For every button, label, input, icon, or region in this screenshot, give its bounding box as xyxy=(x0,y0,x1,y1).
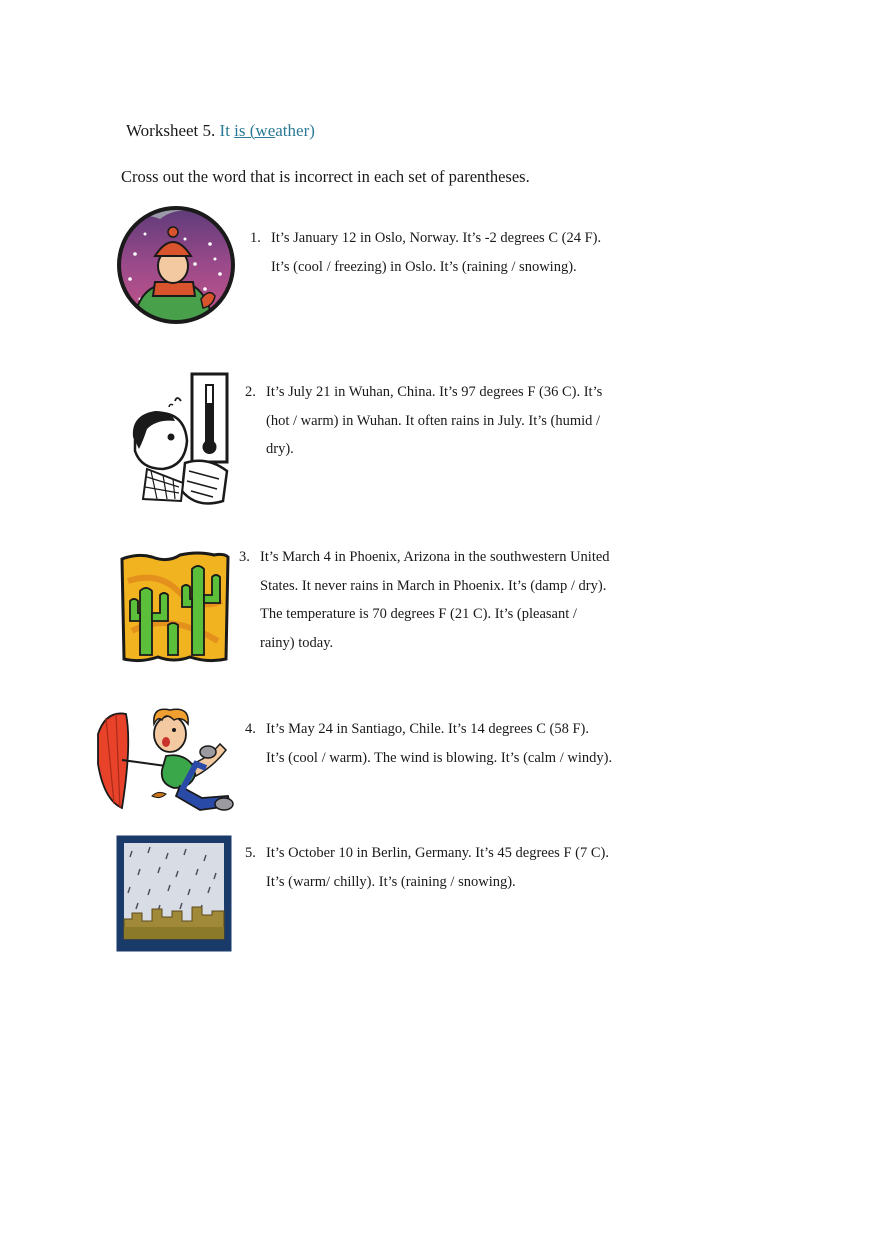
title-topic: It is (weather) xyxy=(219,121,315,140)
exercise-item-2 xyxy=(245,378,602,464)
desert-cactus-icon xyxy=(118,551,230,665)
item-number: 5. xyxy=(245,845,256,861)
instruction-text: Cross out the word that is incorrect in each set of parentheses. xyxy=(121,167,530,186)
item-text-line: dry). xyxy=(266,441,294,457)
item-number: 3. xyxy=(239,549,250,565)
item-text-line: It’s (warm/ chilly). It’s (raining / snowing). xyxy=(266,873,516,890)
item-text-line: It’s March 4 in Phoenix, Arizona in the southwestern United xyxy=(260,549,610,565)
item-text-line: It’s January 12 in Oslo, Norway. It’s -2 degrees C (24 F). xyxy=(271,230,602,246)
worksheet-title xyxy=(126,121,315,141)
windy-umbrella-boy-icon xyxy=(96,704,236,816)
item-text-line: States. It never rains in March in Phoenix. It’s (damp / dry). xyxy=(260,577,607,594)
item-number: 4. xyxy=(245,721,256,737)
hot-thermometer-person-icon xyxy=(127,371,233,508)
rainy-window-city-icon xyxy=(116,835,232,952)
snowy-night-person-icon xyxy=(115,204,239,326)
item-text-line: It’s (cool / freezing) in Oslo. It’s (raining / snowing). xyxy=(271,258,577,275)
item-number: 1. xyxy=(250,230,261,246)
exercise-item-3 xyxy=(239,543,610,657)
item-text-line: rainy) today. xyxy=(260,634,334,651)
title-prefix: Worksheet 5. xyxy=(126,121,220,140)
item-text-line: The temperature is 70 degrees F (21 C). It’s (pleasant / xyxy=(260,606,577,622)
item-text-line: It’s October 10 in Berlin, Germany. It’s 45 degrees F (7 C). xyxy=(266,845,609,861)
exercise-item-5 xyxy=(245,839,609,896)
exercise-item-1 xyxy=(250,224,601,281)
item-number: 2. xyxy=(245,384,256,400)
item-text-line: It’s (cool / warm). The wind is blowing. It’s (calm / windy). xyxy=(266,749,613,766)
item-text-line: (hot / warm) in Wuhan. It often rains in July. It’s (humid / xyxy=(266,412,601,429)
exercise-item-4 xyxy=(245,715,612,772)
item-text-line: It’s May 24 in Santiago, Chile. It’s 14 degrees C (58 F). xyxy=(266,721,589,737)
item-text-line: It’s July 21 in Wuhan, China. It’s 97 degrees F (36 C). It’s xyxy=(266,384,603,400)
